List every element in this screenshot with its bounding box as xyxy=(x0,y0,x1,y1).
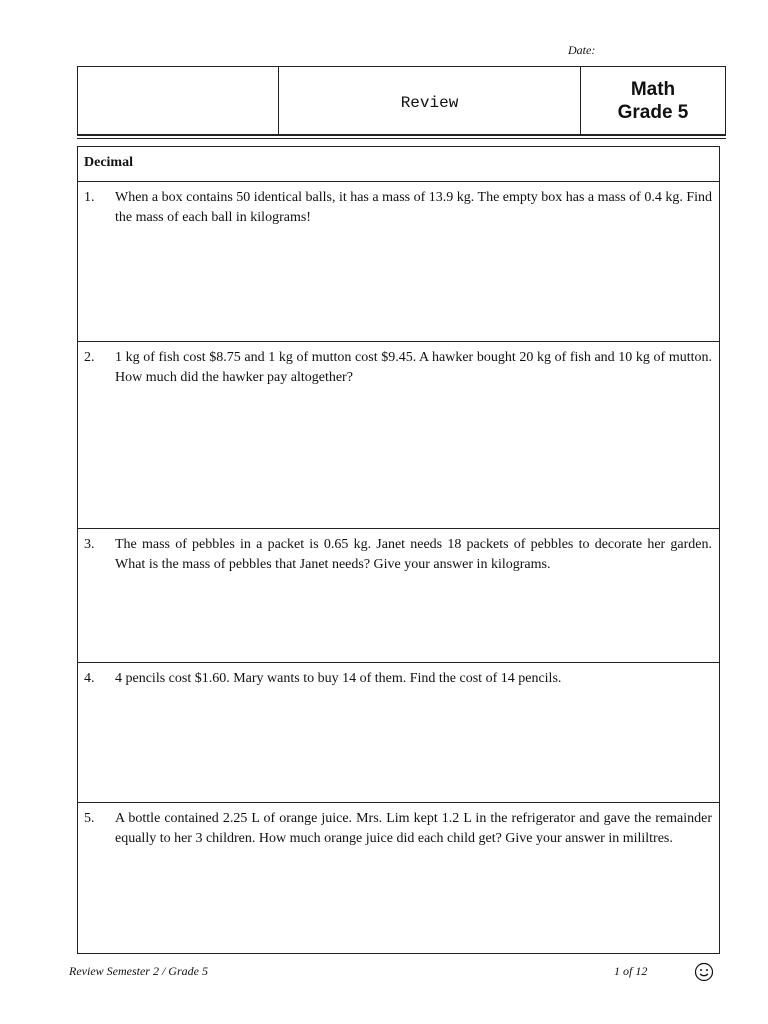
header-blank-cell xyxy=(78,67,279,134)
question-sheet xyxy=(77,146,720,954)
worksheet-header xyxy=(77,66,726,134)
question-text: 1 kg of fish cost $8.75 and 1 kg of mutton cost $9.45. A hawker bought 20 kg of fish and 10 kg of mutton. How much did the hawker pay altogether? xyxy=(115,350,712,385)
question-item xyxy=(78,529,719,663)
question-number: 4. xyxy=(84,671,95,686)
question-item xyxy=(78,342,719,529)
question-item xyxy=(78,803,719,953)
header-subject: Math xyxy=(630,78,676,100)
question-number: 5. xyxy=(84,811,95,826)
header-rule xyxy=(77,138,726,139)
question-number: 1. xyxy=(84,190,95,205)
question-number: 3. xyxy=(84,537,95,552)
question-item xyxy=(78,663,719,803)
header-subject-cell xyxy=(581,67,725,134)
page-number: 1 of 12 xyxy=(614,964,648,978)
footer-label: Review Semester 2 / Grade 5 xyxy=(69,964,208,978)
section-title: Decimal xyxy=(78,147,719,182)
header-title: Review xyxy=(279,67,581,134)
question-number: 2. xyxy=(84,350,95,365)
question-text: The mass of pebbles in a packet is 0.65 kg. Janet needs 18 packets of pebbles to decorate her garden. What is the mass of pebbles that Janet needs? Give your answer in kilograms. xyxy=(115,537,712,572)
header-rule xyxy=(77,134,726,136)
header-grade: Grade 5 xyxy=(617,101,689,123)
question-text: When a box contains 50 identical balls, it has a mass of 13.9 kg. The empty box has a mass of 0.4 kg. Find the mass of each ball in kilograms! xyxy=(115,190,712,225)
question-item xyxy=(78,182,719,342)
question-text: A bottle contained 2.25 L of orange juice. Mrs. Lim kept 1.2 L in the refrigerator and gave the remainder equally to her 3 children. How much orange juice did each child get? Give your answer in mililtres. xyxy=(115,811,712,846)
question-text: 4 pencils cost $1.60. Mary wants to buy 14 of them. Find the cost of 14 pencils. xyxy=(115,671,562,686)
smiley-icon xyxy=(694,962,714,982)
date-label: Date: xyxy=(568,43,596,57)
